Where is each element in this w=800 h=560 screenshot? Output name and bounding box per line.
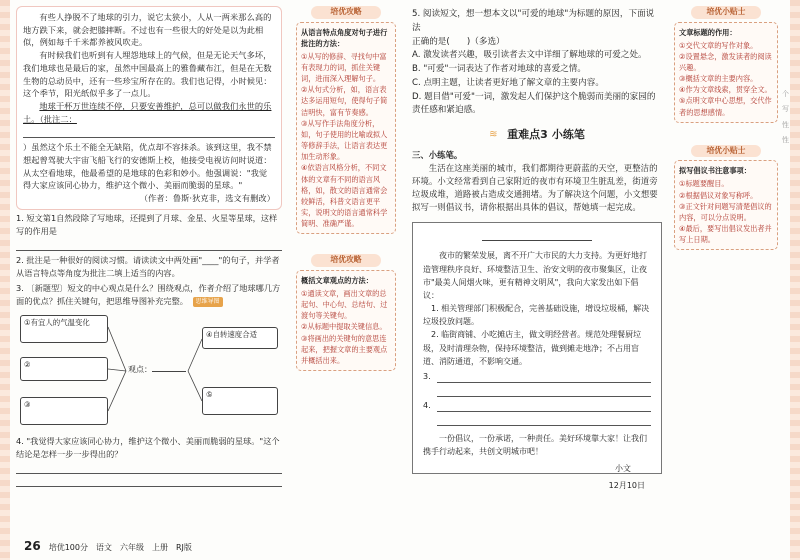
tip-3-heading: 文章标题的作用： bbox=[679, 27, 737, 37]
letter-item-4-blank-2[interactable] bbox=[437, 416, 651, 426]
tip-3-item-5: ⑤点明文章中心思想，交代作者的思想感情。 bbox=[679, 96, 772, 117]
connector-right-top bbox=[188, 339, 202, 371]
letter-signer: 小文 bbox=[615, 464, 631, 473]
tip-3-box bbox=[674, 22, 778, 123]
mind-map-node-4: ④自转速度合适 bbox=[202, 327, 278, 349]
far-char-3: 性 bbox=[782, 120, 789, 129]
tip-4-item-2: ②根据倡议对象写称呼。 bbox=[679, 190, 758, 200]
tip-2-title: 培优攻略 bbox=[311, 254, 381, 267]
letter-item-4-blank[interactable] bbox=[437, 402, 651, 412]
left-column bbox=[16, 6, 282, 490]
tip-1-title: 培优攻略 bbox=[311, 6, 381, 19]
tip-3-item-3: ③概括文章的主要内容。 bbox=[679, 74, 758, 84]
mind-map-node-5[interactable]: ⑤ bbox=[202, 387, 278, 415]
mind-map-diagram bbox=[16, 313, 282, 433]
right-decorative-edge bbox=[790, 0, 800, 560]
mind-map-center[interactable] bbox=[128, 365, 186, 376]
option-a[interactable]: A. 激发读者兴趣，吸引读者去文中详细了解地球的可爱之处。 bbox=[412, 50, 647, 61]
letter-item-4-num: 4. bbox=[423, 400, 431, 410]
tip-3-item-4: ④作为文章线索，贯穿全文。 bbox=[679, 85, 772, 95]
tip-1-item-4: ④依语言风格分析，不同文体的文章有不同的语言风格，如，散文的语言通常会较鲜活，科普文语言更平实，说明文的语言通常科学简明、准确严谨。 bbox=[301, 163, 388, 229]
passage-paragraph-3: 地球干杯万世连续不停，只要安善维护，总可以做我们永世的乐土。（批注二： bbox=[23, 100, 272, 124]
annotation-answer-line[interactable] bbox=[23, 128, 275, 138]
section-heading bbox=[412, 128, 662, 143]
letter-item-3-blank[interactable] bbox=[437, 373, 651, 383]
writing-task bbox=[412, 149, 662, 215]
edition: RJ版 bbox=[175, 542, 192, 552]
option-b[interactable]: B. "可爱"一词表达了作者对地球的喜爱之情。 bbox=[412, 64, 586, 74]
letter-item-3-blank-2[interactable] bbox=[437, 387, 651, 397]
right-column bbox=[412, 6, 662, 490]
question-1 bbox=[16, 212, 282, 251]
letter-closing: 一份倡议，一份承诺，一种责任。美好环境靠大家！让我们携手行动起来，共创文明城市吧！ bbox=[423, 433, 647, 456]
subject: 语文 bbox=[95, 542, 112, 552]
tip-2-item-1: ①通读文章，画出文章的总起句、中心句、总结句、过渡句等关键句。 bbox=[301, 289, 388, 321]
passage-paragraph-4: ）虽然这个乐土不能全无缺陷，优点却不容抹杀。该到这里，我不禁想起曾驾驶大宇宙飞船飞行的安德斯上校，他接受电视访问时说道：从太空看地球，他最希望的是地球的色彩和妙小。他强调说："我觉得大家应该同心协力，维护这个微小、美丽而脆弱的星球。" bbox=[23, 142, 272, 191]
question-2-text: 2. 批注是一种很好的阅读习惯。请读读文中两处画"____"的句子，并学者从语言特点等角度为批注二填上适当的内容。 bbox=[16, 255, 280, 279]
letter-title-blank[interactable] bbox=[482, 231, 592, 241]
writing-task-label: 三、小练笔。 bbox=[412, 149, 463, 160]
far-char-2: 写 bbox=[782, 105, 789, 114]
letter-item-3-num: 3. bbox=[423, 372, 431, 382]
tip-2-item-3: ③将画出的关键句的意思连起来，把握文章的主要观点并概括出来。 bbox=[301, 333, 388, 365]
tip-3-item-2: ②设置悬念，激发读者的阅读兴趣。 bbox=[679, 51, 772, 72]
reading-passage bbox=[16, 6, 282, 210]
letter-item-4-line-2[interactable] bbox=[437, 416, 651, 426]
question-1-answer-line[interactable] bbox=[16, 241, 282, 251]
connector-left-bottom bbox=[108, 371, 126, 411]
tip-2-item-2: ②从标题中提取关键信息。 bbox=[301, 322, 387, 332]
tip-1-item-2: ②从句式分析，如，语言表达多运用短句，使得句子简洁明快，富有节奏感。 bbox=[301, 85, 388, 117]
passage-author: （作者：鲁斯·狄克非，选文有删改） bbox=[139, 193, 275, 204]
writing-task-prompt: 生活在这座美丽的城市，我们都期待更蔚蓝的天空，更整洁的环境。小文经常看到自己家附近的夜市有环境卫生脏乱差，街道旁垃圾成堆，道路被占造成交通拥堵。为了解决这个问题，小文想要拟写一则倡议书，请你根据出具体的倡议，帮她填一起完成。 bbox=[412, 163, 658, 213]
letter-paragraph-1: 夜市的繁荣发展，离不开广大市民的大力支持。为更好地打造管理秩序良好、环境整洁卫生、治安文明的夜市聚集区，让夜市"最美人间烟火味，更有精神文明风"，我向大家发出如下倡议： bbox=[423, 251, 647, 300]
passage-paragraph-2: 有时候我们也听到有人埋怨地球上的气候，但是无论天气多坏，我们地球也是最后的家，虽然中国最高上的雅鲁藏布江，但是在无数生物的总动员中，还有一些珍宝所存在的。我们也记得，小时候见：这个季节，阳光纸似乎多了一点儿。 bbox=[23, 50, 272, 99]
section-name: 小练笔 bbox=[551, 128, 585, 141]
question-5-text: 5. 阅读短文，想一想本文以"可爱的地球"为标题的原因，下面说法 bbox=[412, 9, 655, 33]
letter-item-2: 2. 临街商铺、小吃摊店主，做文明经营者。规范处理餐厨垃圾，及时清理杂物，保持环境整洁，做到摊走地净；不占用盲道、消防通道，不影响交通。 bbox=[423, 330, 642, 366]
connector-left-mid bbox=[108, 369, 126, 371]
connector-left-top bbox=[108, 327, 126, 371]
tip-1-heading: 从语言特点角度对句子进行批注的方法： bbox=[301, 27, 388, 48]
far-right-fragment bbox=[782, 90, 792, 152]
page-number: 26 bbox=[24, 538, 41, 553]
mind-map-tag: 思维导图 bbox=[193, 297, 223, 307]
question-1-text: 1. 短文第1自然段除了写地球，还提到了月球、金星、火星等星球，这样写的作用是 bbox=[16, 212, 278, 236]
tip-3-title: 培优小贴士 bbox=[691, 6, 761, 19]
tip-1-item-1: ①从写的修辞、寻找句中富有表现力的词，抓住关键词，进而深入理解句子。 bbox=[301, 51, 387, 84]
mind-map-center-blank[interactable] bbox=[152, 371, 186, 372]
wave-icon-left: ≋ bbox=[489, 129, 498, 141]
middle-tips-column bbox=[296, 6, 396, 371]
option-c[interactable]: C. 点明主题，让读者更好地了解文章的主要内容。 bbox=[412, 77, 604, 88]
tip-2-box bbox=[296, 270, 396, 371]
question-3-text: 3. 〔新题型〕短文的中心观点是什么？围绕观点，作者介绍了地球哪几方面的优点？抓住关键句，把思维导图补充完整。 bbox=[16, 283, 281, 307]
question-5 bbox=[412, 8, 662, 118]
page-footer bbox=[24, 538, 192, 554]
proposal-letter bbox=[412, 222, 662, 490]
tip-4-item-4: ④最后，要写出倡议发出者并写上日期。 bbox=[679, 224, 772, 245]
tip-4-title: 培优小贴士 bbox=[691, 145, 761, 158]
option-d[interactable]: D. 题目借"可爱"一词，激发起人们保护这个脆弱而美丽的家园的责任感和紧迫感。 bbox=[412, 91, 656, 116]
side-tips-column bbox=[674, 6, 778, 250]
tip-4-heading: 拟写倡议书注意事项： bbox=[679, 166, 751, 176]
letter-item-3-line-2[interactable] bbox=[437, 387, 651, 397]
tip-3-item-1: ①交代文章的写作对象。 bbox=[679, 40, 758, 50]
mind-map-center-label: 观点： bbox=[128, 364, 152, 374]
question-5-continued: 正确的是( )（多选） bbox=[412, 36, 505, 47]
far-char-4: 性 bbox=[782, 136, 789, 145]
connector-right-bottom bbox=[188, 371, 202, 401]
letter-date: 12月10日 bbox=[608, 480, 645, 490]
question-4 bbox=[16, 435, 282, 487]
question-3 bbox=[16, 282, 282, 308]
tip-1-item-3: ③从写作手法角度分析，如，句子使用的比喻或拟人等修辞手法，让语言表达更加生动形象。 bbox=[301, 118, 388, 162]
term: 上册 bbox=[151, 542, 168, 552]
mind-map-node-1: ①有宜人的气温变化 bbox=[20, 315, 108, 343]
question-2 bbox=[16, 254, 282, 280]
section-label: 重难点3 bbox=[507, 128, 548, 141]
book-name: 培优100分 bbox=[48, 542, 88, 552]
mind-map-node-3[interactable]: ③ bbox=[20, 397, 108, 425]
passage-paragraph-1: 有些人挣脱不了地球的引力，说它太狭小，人从一两米那么高的地方跌下来，就会把膝摔断。不过也有一些很大的好处是以为此相似，例如每千千米都养被风吹走。 bbox=[23, 12, 272, 48]
mind-map-node-2[interactable]: ② bbox=[20, 357, 108, 381]
grade: 六年级 bbox=[119, 542, 144, 552]
letter-item-4-line[interactable] bbox=[423, 401, 651, 412]
tip-1-box bbox=[296, 22, 396, 235]
question-4-text: 4. "我觉得大家应该同心协力，维护这个微小、美丽而脆弱的星球。"这个结论是怎样一步一步得出的？ bbox=[16, 435, 280, 459]
letter-item-3-line[interactable] bbox=[423, 372, 651, 383]
tip-4-box bbox=[674, 160, 778, 250]
left-decorative-edge bbox=[0, 0, 10, 560]
far-char-1: 个 bbox=[782, 90, 789, 98]
question-4-answer-line-1[interactable] bbox=[16, 464, 282, 474]
tip-2-heading: 概括文章观点的方法： bbox=[301, 275, 373, 285]
tip-4-item-1: ①标题要醒目。 bbox=[679, 179, 729, 189]
question-4-answer-line-2[interactable] bbox=[16, 477, 282, 487]
tip-4-item-3: ③正文针对问题写清楚倡议的内容，可以分点说明。 bbox=[679, 201, 772, 222]
letter-item-1: 1. 相关管理部门积极配合，完善基础设施，增设垃圾桶，解决垃圾投放问题。 bbox=[423, 304, 650, 327]
